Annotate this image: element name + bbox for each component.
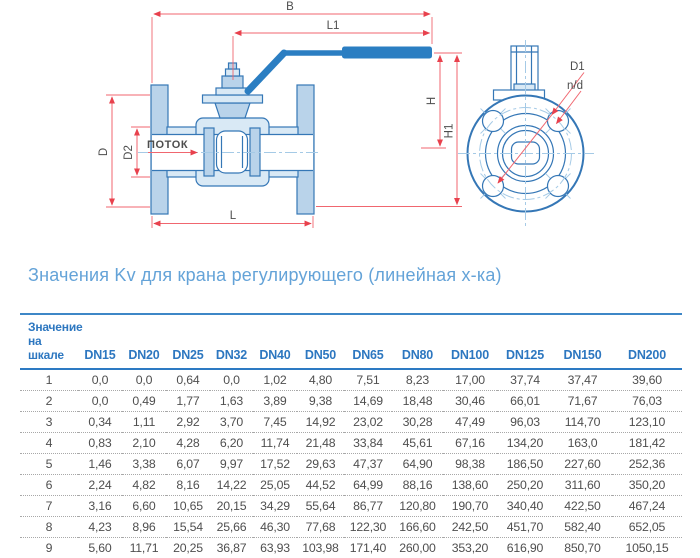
- column-header-dn20: DN20: [122, 314, 166, 369]
- scale-value: 7: [20, 496, 78, 517]
- front-stem: [494, 46, 545, 100]
- table-row: [20, 496, 682, 517]
- kv-value: 242,50: [443, 517, 497, 538]
- table-row: [20, 391, 682, 412]
- corner-header-line2: на шкале: [28, 334, 64, 362]
- kv-value: 353,20: [443, 538, 497, 558]
- table-row: [20, 433, 682, 454]
- kv-value: 0,0: [78, 391, 122, 412]
- kv-value: 190,70: [443, 496, 497, 517]
- kv-value: 14,22: [210, 475, 253, 496]
- kv-value: 11,71: [122, 538, 166, 558]
- dim-label-d2: D2: [123, 145, 135, 160]
- kv-value: 14,92: [297, 412, 344, 433]
- column-header-dn15: DN15: [78, 314, 122, 369]
- table-row: [20, 517, 682, 538]
- kv-value: 15,54: [166, 517, 210, 538]
- kv-value: 86,77: [344, 496, 392, 517]
- kv-value: 0,64: [166, 369, 210, 391]
- kv-value: 21,48: [297, 433, 344, 454]
- dim-label-h: H: [426, 97, 438, 105]
- kv-value: 76,03: [612, 391, 682, 412]
- kv-table-container: [20, 313, 682, 558]
- kv-value: 63,93: [253, 538, 297, 558]
- kv-value: 166,60: [392, 517, 443, 538]
- valve-technical-drawing: [0, 0, 700, 252]
- kv-value: 20,25: [166, 538, 210, 558]
- kv-value: 123,10: [612, 412, 682, 433]
- kv-value: 46,30: [253, 517, 297, 538]
- kv-value: 9,38: [297, 391, 344, 412]
- kv-value: 47,49: [443, 412, 497, 433]
- kv-value: 8,96: [122, 517, 166, 538]
- kv-value: 163,0: [553, 433, 612, 454]
- kv-value: 103,98: [297, 538, 344, 558]
- corner-header-line1: Значение: [28, 320, 82, 334]
- kv-value: 55,64: [297, 496, 344, 517]
- column-header-dn50: DN50: [297, 314, 344, 369]
- kv-value: 30,28: [392, 412, 443, 433]
- kv-value: 37,47: [553, 369, 612, 391]
- scale-value: 3: [20, 412, 78, 433]
- kv-value: 181,42: [612, 433, 682, 454]
- kv-value: 71,67: [553, 391, 612, 412]
- kv-value: 8,23: [392, 369, 443, 391]
- dim-label-l: L: [230, 210, 237, 222]
- kv-value: 96,03: [497, 412, 553, 433]
- kv-value: 8,16: [166, 475, 210, 496]
- kv-value: 350,20: [612, 475, 682, 496]
- kv-value: 37,74: [497, 369, 553, 391]
- flow-label: ПОТОК: [147, 139, 188, 151]
- kv-value: 47,37: [344, 454, 392, 475]
- kv-value: 4,23: [78, 517, 122, 538]
- column-header-dn40: DN40: [253, 314, 297, 369]
- column-header-dn80: DN80: [392, 314, 443, 369]
- kv-value: 10,65: [166, 496, 210, 517]
- kv-value: 29,63: [297, 454, 344, 475]
- dim-label-b: B: [286, 1, 294, 13]
- dim-label-d1: D1: [570, 61, 585, 73]
- kv-value: 20,15: [210, 496, 253, 517]
- corner-header: [20, 314, 78, 369]
- dim-label-d: D: [98, 148, 110, 156]
- scale-value: 4: [20, 433, 78, 454]
- table-row: [20, 475, 682, 496]
- kv-value: 6,07: [166, 454, 210, 475]
- kv-value: 0,83: [78, 433, 122, 454]
- kv-value: 3,16: [78, 496, 122, 517]
- table-row: [20, 538, 682, 558]
- kv-value: 6,60: [122, 496, 166, 517]
- kv-value: 7,45: [253, 412, 297, 433]
- kv-value: 311,60: [553, 475, 612, 496]
- kv-value: 1,63: [210, 391, 253, 412]
- column-header-dn200: DN200: [612, 314, 682, 369]
- kv-value: 1050,15: [612, 538, 682, 558]
- kv-value: 422,50: [553, 496, 612, 517]
- kv-value: 114,70: [553, 412, 612, 433]
- kv-value: 467,24: [612, 496, 682, 517]
- kv-value: 67,16: [443, 433, 497, 454]
- page-title: Значения Kv для крана регулирующего (линейная х-ка): [28, 264, 678, 286]
- kv-value: 88,16: [392, 475, 443, 496]
- kv-value: 0,34: [78, 412, 122, 433]
- kv-value: 3,38: [122, 454, 166, 475]
- kv-value: 9,97: [210, 454, 253, 475]
- table-row: [20, 454, 682, 475]
- kv-value: 252,36: [612, 454, 682, 475]
- kv-value: 1,11: [122, 412, 166, 433]
- kv-value: 98,38: [443, 454, 497, 475]
- kv-value: 616,90: [497, 538, 553, 558]
- scale-value: 6: [20, 475, 78, 496]
- table-body: [20, 369, 682, 558]
- scale-value: 5: [20, 454, 78, 475]
- kv-value: 6,20: [210, 433, 253, 454]
- valve-handle: [248, 47, 432, 92]
- kv-value: 25,66: [210, 517, 253, 538]
- kv-value: 1,77: [166, 391, 210, 412]
- kv-value: 250,20: [497, 475, 553, 496]
- kv-value: 34,29: [253, 496, 297, 517]
- kv-value: 0,49: [122, 391, 166, 412]
- kv-value: 122,30: [344, 517, 392, 538]
- kv-value: 66,01: [497, 391, 553, 412]
- column-header-dn25: DN25: [166, 314, 210, 369]
- kv-value: 1,46: [78, 454, 122, 475]
- scale-value: 8: [20, 517, 78, 538]
- kv-value: 120,80: [392, 496, 443, 517]
- column-header-dn150: DN150: [553, 314, 612, 369]
- table-row: [20, 369, 682, 391]
- kv-value: 77,68: [297, 517, 344, 538]
- kv-value: 44,52: [297, 475, 344, 496]
- kv-value: 2,92: [166, 412, 210, 433]
- kv-value: 340,40: [497, 496, 553, 517]
- dim-label-h1: H1: [444, 124, 456, 139]
- stem-assembly: [203, 63, 263, 118]
- kv-value: 64,90: [392, 454, 443, 475]
- kv-value: 2,10: [122, 433, 166, 454]
- dim-label-l1: L1: [327, 20, 340, 32]
- handle-grip: [342, 47, 432, 59]
- kv-value: 582,40: [553, 517, 612, 538]
- kv-value: 4,80: [297, 369, 344, 391]
- kv-value: 33,84: [344, 433, 392, 454]
- kv-value: 25,05: [253, 475, 297, 496]
- scale-value: 9: [20, 538, 78, 558]
- column-header-dn32: DN32: [210, 314, 253, 369]
- kv-value: 4,82: [122, 475, 166, 496]
- kv-value: 45,61: [392, 433, 443, 454]
- kv-value: 138,60: [443, 475, 497, 496]
- kv-value: 3,89: [253, 391, 297, 412]
- kv-value: 1,02: [253, 369, 297, 391]
- column-header-dn65: DN65: [344, 314, 392, 369]
- kv-value: 11,74: [253, 433, 297, 454]
- kv-value: 652,05: [612, 517, 682, 538]
- kv-value: 64,99: [344, 475, 392, 496]
- kv-value: 36,87: [210, 538, 253, 558]
- kv-value: 171,40: [344, 538, 392, 558]
- valve-front-view: [458, 40, 594, 226]
- kv-value: 260,00: [392, 538, 443, 558]
- dim-label-nd: n/d: [567, 80, 583, 92]
- kv-value: 451,70: [497, 517, 553, 538]
- valve-side-view: [98, 1, 462, 228]
- kv-value: 2,24: [78, 475, 122, 496]
- kv-value: 227,60: [553, 454, 612, 475]
- kv-value: 17,52: [253, 454, 297, 475]
- kv-value: 7,51: [344, 369, 392, 391]
- kv-value: 17,00: [443, 369, 497, 391]
- kv-value: 3,70: [210, 412, 253, 433]
- column-header-dn100: DN100: [443, 314, 497, 369]
- kv-value: 39,60: [612, 369, 682, 391]
- kv-value: 850,70: [553, 538, 612, 558]
- kv-value: 18,48: [392, 391, 443, 412]
- kv-value: 134,20: [497, 433, 553, 454]
- kv-value: 14,69: [344, 391, 392, 412]
- scale-value: 1: [20, 369, 78, 391]
- kv-value: 23,02: [344, 412, 392, 433]
- kv-value: 0,0: [78, 369, 122, 391]
- table-header-row: [20, 314, 682, 369]
- kv-value: 0,0: [210, 369, 253, 391]
- scale-value: 2: [20, 391, 78, 412]
- kv-value: 186,50: [497, 454, 553, 475]
- kv-value: 0,0: [122, 369, 166, 391]
- kv-value: 4,28: [166, 433, 210, 454]
- kv-value: 30,46: [443, 391, 497, 412]
- column-header-dn125: DN125: [497, 314, 553, 369]
- kv-table: [20, 313, 682, 558]
- kv-value: 5,60: [78, 538, 122, 558]
- table-row: [20, 412, 682, 433]
